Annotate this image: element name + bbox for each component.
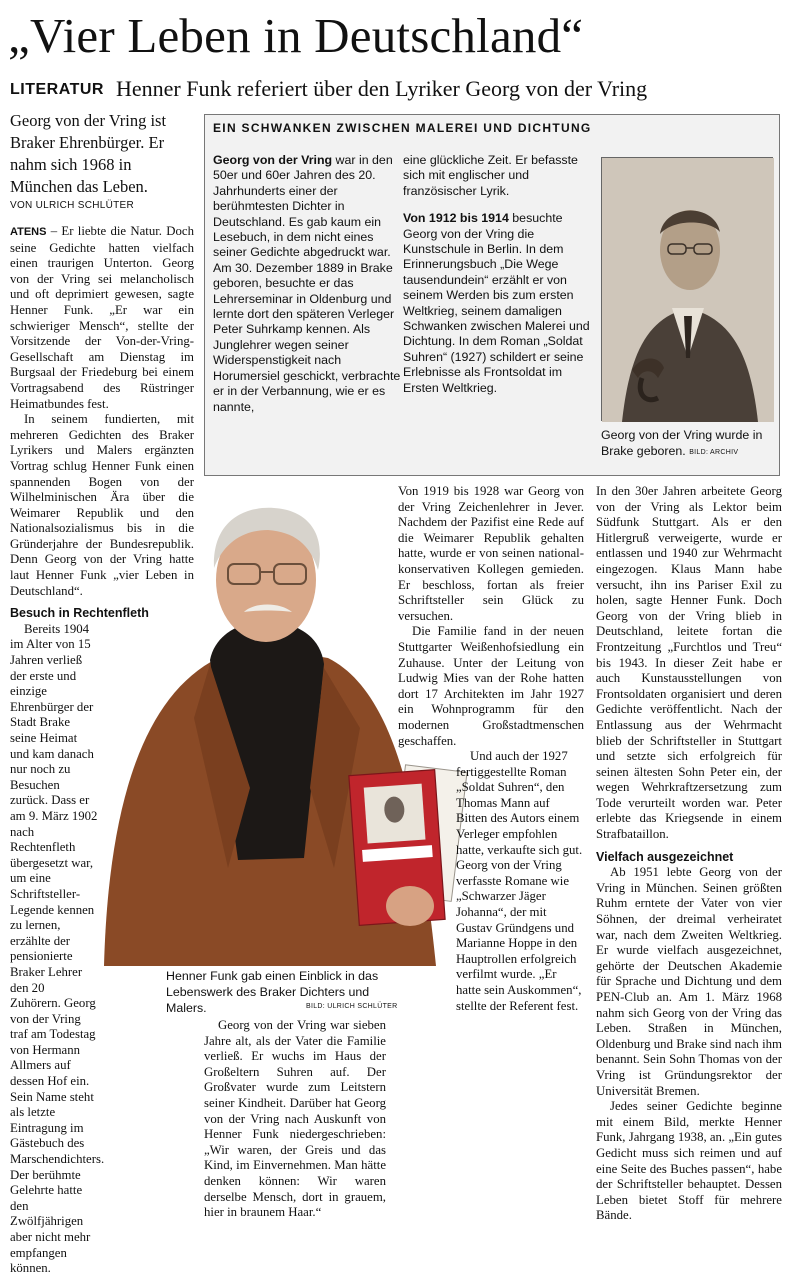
- info-bold-lead: Georg von der Vring: [213, 153, 333, 167]
- photo-caption: [601, 427, 777, 461]
- paragraph: Die Familie fand in der neuen Stuttgarter Weißenhofsiedlung ein Zuhause. Unter der Leitung von Ludwig Mies van der Rohe hatten dort 17 Architekten im Jahr 1927 ein Wohnprogramm für den modernen Großstadtmenschen geschaffen.: [398, 624, 584, 748]
- photo-credit: BILD: ARCHIV: [689, 449, 739, 456]
- info-text: war in den 50er und 60er Jahren des 20. Jahrhunderts einer der berühmtesten Dichter in Deutschland. Es gab kaum ein Lesebuch, in dem nicht eines seiner Gedichte abgedruckt war. Am 30. Dezember 1889 in Brake geboren, besuchte er das Lehrerseminar in Oldenburg und lernte dort den späteren Verleger Peter Suhrkamp kennen. Als Junglehrer wegen seiner Widerspenstigkeit nach Horumersiel geschickt, verbrachte er in der Verbannung, wie er es nannte,: [213, 153, 401, 414]
- article-column-3: [398, 484, 584, 1014]
- speaker-photo-credit: BILD: ULRICH SCHLÜTER: [306, 1003, 398, 1010]
- paragraph: Bereits 1904 im Alter von 15 Jahren verließ der erste und einzige Ehrenbürger der Stadt Brake seine Heimat und kam danach nur noch zu Besuchen zurück. Dass er am 9. März 1902 nach Rechtenfleth übergesetzt war, um eine Schriftsteller-Legende kennen zu lernen, erzählte der pensionierte Braker Lehrer den 20 Zuhörern. Georg von der Vring traf am Todestag von Hermann Allmers auf dessen Hof ein. Sein Name steht als letzte Eintragung im Gästebuch des Marschendichters. Der berühmte Gelehrte hatte den Zwölfjährigen aber nicht mehr empfangen können.: [10, 621, 105, 1276]
- paragraph: Jedes seiner Gedichte beginne mit einem Bild, merkte Henner Funk, Jahrgang 1938, an. „Ein gutes Gedicht muss sich reimen und auf eine Seite des Buches passen“, habe der Schriftsteller behauptet. Dessen Leben bietet Stoff für mehrere Bände.: [596, 1099, 783, 1223]
- info-box-column-2: [403, 153, 591, 396]
- lead-text: Georg von der Vring ist Braker Ehrenbürger. Er nahm sich 1968 in München das Leben.: [10, 111, 167, 196]
- subheading: Besuch in Rechtenfleth: [10, 606, 149, 621]
- info-paragraph: [403, 211, 591, 396]
- subtitle: Henner Funk referiert über den Lyriker Georg von der Vring: [115, 76, 648, 101]
- portrait-illustration: [602, 158, 774, 422]
- rubric: [10, 76, 790, 102]
- paragraph: Ab 1951 lebte Georg von der Vring in München. Seinen größten Ruhm erntete der Vater von vier Söhnen, der dreimal verheiratet war, nach dem Zweiten Weltkrieg. Er wurde vielfach ausgezeichnet, gehörte der Deutschen Akademie für Sprache und Dichtung und dem PEN-Club an. Am 1. März 1968 nahm sich Georg von der Vring das Leben. Straßen in München, Oldenburg und Brake sind nach ihm benannt. Sein Sohn Thomas von der Vring ist Gründungsrektor der Universität Bremen.: [596, 865, 782, 1098]
- paragraph: [10, 224, 194, 412]
- article-column-4: [596, 484, 782, 1224]
- info-bold-lead: Von 1912 bis 1914: [403, 211, 509, 226]
- info-box: [204, 114, 780, 476]
- paragraph: Georg von der Vring war sieben Jahre alt, als der Vater die Familie verließ. Er wuchs im Haus der Großeltern Suhren auf. Der Großvater wurde zum Leitstern seiner Kindheit. Darüber hat Georg von der Vring nach Auskunft von Henner Funk niedergeschrieben: „Wir waren, der Greis und das Kind, im Einvernehmen. Man hätte denken können: Wir waren derselbe Mensch, dort in grauem, hier in braunem Haar.“: [204, 1018, 386, 1220]
- paragraph: Von 1919 bis 1928 war Georg von der Vring Zeichenlehrer in Jever. Nachdem der Pazifist eine Rede auf die Weimarer Republik gehalten hatte, wurde er von seinen national-konservativen Kollegen gemieden. Er beschloss, fortan als freier Schriftsteller sein Glück zu versuchen.: [398, 484, 584, 623]
- article-column-2: [204, 1018, 386, 1221]
- paragraph: In den 30er Jahren arbeitete Georg von der Vring als Lektor beim Südfunk Stuttgart. Als er den Hitlergruß verweigerte, wurde er entlassen und 1940 zur Wehrmacht eingezogen. Klaus Mann habe versucht, ihn ins Pariser Exil zu holen, sagte Henner Funk. Doch Georg von der Vring blieb in Deutschland, leitete fortan die Frontzeitung „Furchtlos und Treu“ bis 1943. In dieser Zeit habe er auch Kunstausstellungen von Frontsoldaten organisiert und deren Gedichte veröffentlicht. Nach der Entlassung aus der Wehrmacht blieb der Schriftsteller in Stuttgart und setzte sich erfolgreich für seinen ältesten Sohn Peter ein, der wegen Wehrkraftzersetzung zum Tode verurteilt worden war. Peter erlebte das Kriegsende in einem Strafbataillon.: [596, 484, 782, 842]
- info-box-column-1: [213, 153, 401, 415]
- paragraph: Und auch der 1927 fertiggestellte Roman „Soldat Suhren“, den Thomas Mann auf Bitten des Autors einem Verleger empfohlen hatte, verkaufte sich gut. Georg von der Vring verfasste Romane wie „Schwarzer Jäger Johanna“, der mit Gustav Gründgens und Marianne Hoppe in den Hauptrollen erfolgreich verfilmt wurde. „Er hatte sein Auskommen“, stellte der Referent fest.: [456, 749, 583, 1013]
- byline: VON ULRICH SCHLÜTER: [10, 200, 135, 211]
- headline: „Vier Leben in Deutschland“: [8, 8, 584, 63]
- info-text: besuchte Georg von der Vring die Kunstschule in Berlin. In dem Erinnerungsbuch „Die Wege tausendundein“ erzählt er von seinem Werden bis zum ersten Weltkrieg, seinem damaligen Schwanken zwischen Malerei und Dichtung. In dem Roman „Soldat Suhren“ (1927) schildert er seine Erlebnisse als Frontsoldat im Ersten Weltkrieg.: [403, 211, 590, 395]
- paragraph: In seinem fundierten, mit mehreren Gedichten des Braker Lyrikers und Malers ergänzten Vortrag schlug Henner Funk einen spannenden Bogen von der Wilhelminischen Ära über die Weimarer Republik und den Nationalsozialismus bis in die Gründerjahre der Bundesrepublik. Denn Georg von der Vring hatte laut Henner Funk „vier Leben in Deutschland“.: [10, 412, 194, 598]
- paragraph-text: – Er liebte die Natur. Doch seine Gedichte hatten vielfach einen traurigen Unterton. Georg von der Vring sei melancholisch und oft deprimiert gewesen, sagte Henner Funk. „Er war ein schwieriger Mensch“, stellte der Vorsitzende der Von-der-Vring-Gesellschaft am Dienstag im Burgsaal der Friedeburg bei einem Vortragsabend des Rüstringer Heimatbundes fest.: [10, 224, 194, 411]
- info-text: eine glückliche Zeit. Er befasste sich mit englischer und französischer Lyrik.: [403, 153, 578, 198]
- caption-text: Georg von der Vring wurde in Brake geboren.: [601, 428, 763, 458]
- section-kicker: LITERATUR: [10, 81, 104, 98]
- subheading: Vielfach ausgezeichnet: [596, 849, 734, 864]
- info-box-heading: EIN SCHWANKEN ZWISCHEN MALEREI UND DICHTUNG: [213, 121, 592, 135]
- speaker-photo-caption: Henner Funk gab einen Einblick in das Lebenswerk des Braker Dichters und Malers.: [166, 969, 379, 1015]
- dateline: ATENS: [10, 226, 47, 238]
- portrait-photo-archive: [601, 157, 773, 421]
